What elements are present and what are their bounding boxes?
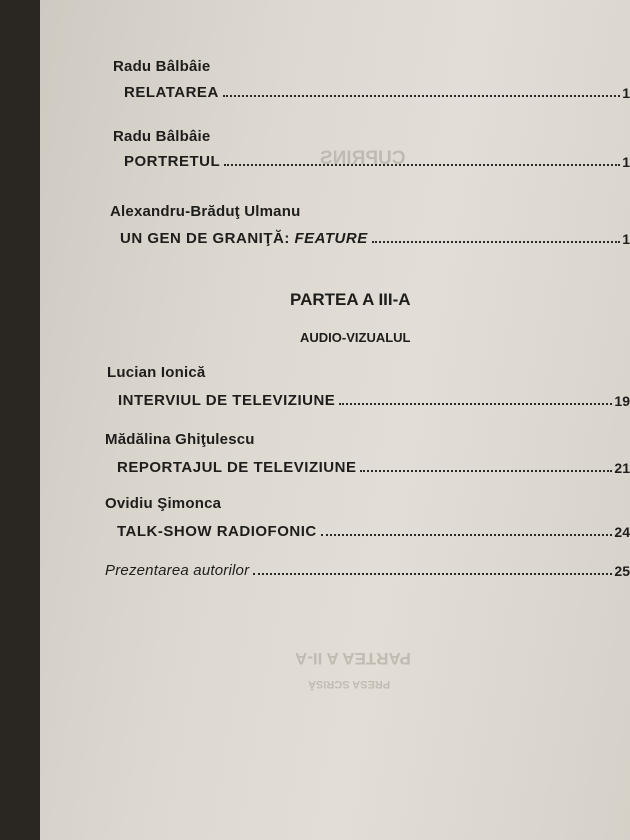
toc-page-number: 19 (614, 393, 630, 409)
toc-author: Mădălina Ghiţulescu (105, 431, 255, 448)
toc-entry (120, 230, 630, 247)
book-spine-shadow (0, 0, 40, 840)
toc-title: UN GEN DE GRANIŢĂ: FEATURE (120, 230, 368, 247)
toc-title: INTERVIUL DE TELEVIZIUNE (118, 392, 336, 409)
toc-page-number: 1 (622, 231, 630, 247)
toc-page (40, 0, 630, 840)
toc-entry (124, 84, 630, 101)
toc-author: Ovidiu Şimonca (105, 495, 222, 512)
toc-title: REPORTAJUL DE TELEVIZIUNE (117, 459, 357, 476)
toc-page-number: 1 (622, 85, 630, 101)
leader-dots (339, 402, 612, 405)
toc-title: RELATAREA (124, 84, 219, 101)
toc-title: TALK-SHOW RADIOFONIC (117, 523, 317, 540)
part-heading: PARTEA A III-A (290, 290, 411, 309)
bleed-presa: PRESA SCRISĂ (308, 678, 391, 690)
toc-page-number: 1 (622, 154, 630, 170)
leader-dots (223, 94, 620, 97)
toc-author: Alexandru-Brăduţ Ulmanu (110, 203, 301, 220)
leader-dots (360, 469, 612, 472)
part-subheading: AUDIO-VIZUALUL (300, 330, 411, 345)
toc-page-number: 21 (614, 460, 630, 476)
bleed-cuprins: CUPRINS (320, 148, 406, 169)
leader-dots (321, 533, 613, 536)
bleed-partea: PARTEA A II-A (295, 649, 411, 668)
toc-entry (117, 459, 630, 476)
toc-entry (117, 523, 630, 540)
toc-entry (105, 562, 630, 579)
toc-author: Radu Bâlbâie (113, 128, 211, 145)
toc-author: Radu Bâlbâie (113, 58, 211, 75)
leader-dots (224, 163, 620, 166)
toc-title: Prezentarea autorilor (105, 562, 250, 579)
toc-author: Lucian Ionică (107, 364, 206, 381)
leader-dots (253, 572, 612, 575)
toc-title: PORTRETUL (124, 153, 221, 170)
leader-dots (372, 240, 620, 243)
toc-page-number: 24 (614, 524, 630, 540)
toc-entry (124, 153, 630, 170)
toc-entry (118, 392, 630, 409)
toc-page-number: 25 (614, 563, 630, 579)
